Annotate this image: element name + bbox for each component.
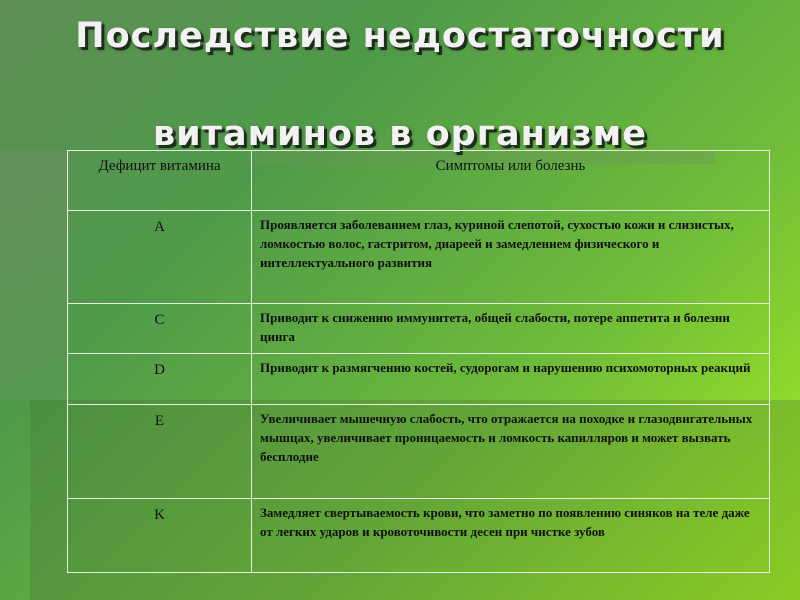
symptoms-cell: Проявляется заболеванием глаз, куриной слепотой, сухостью кожи и слизистых, ломкостью волос, гастритом, диареей и замедлением физического и интеллектуального развития: [252, 211, 770, 304]
table-row: [68, 354, 770, 405]
table-row: [68, 211, 770, 304]
table-row: [68, 499, 770, 573]
vitamin-cell: C: [68, 304, 252, 354]
symptoms-cell: Приводит к размягчению костей, судорогам и нарушению психомоторных реакций: [252, 354, 770, 405]
vitamin-cell: A: [68, 211, 252, 304]
symptoms-cell: Увеличивает мышечную слабость, что отражается на походке и глазодвигательных мышцах, увеличивает проницаемость и ломкость капилляров и может вызвать бесплодие: [252, 405, 770, 499]
vitamin-cell: K: [68, 499, 252, 573]
background-panel-left: [0, 150, 70, 400]
table-row: [68, 304, 770, 354]
vitamin-cell: D: [68, 354, 252, 405]
table-row: [68, 405, 770, 499]
symptoms-cell: Замедляет свертываемость крови, что заметно по появлению синяков на теле даже от легких ударов и кровоточивости десен при чистке зубов: [252, 499, 770, 573]
vitamin-cell: E: [68, 405, 252, 499]
vitamin-deficiency-table: [67, 150, 770, 573]
header-symptoms: Симптомы или болезнь: [252, 151, 770, 211]
table-header-row: [68, 151, 770, 211]
header-vitamin-deficiency: Дефицит витамина: [68, 151, 252, 211]
slide-title-line-1: Последствие недостаточности: [75, 16, 725, 56]
slide-title-line-2: витаминов в организме: [153, 114, 647, 154]
symptoms-cell: Приводит к снижению иммунитета, общей слабости, потере аппетита и болезни цинга: [252, 304, 770, 354]
